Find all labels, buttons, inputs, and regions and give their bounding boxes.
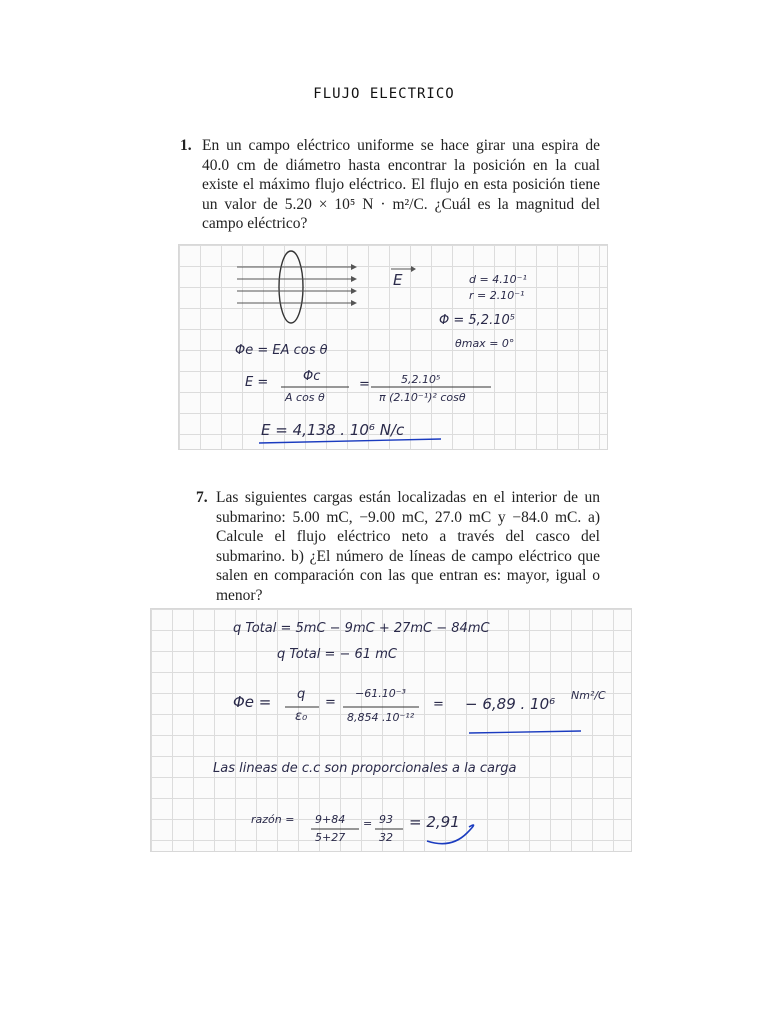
flux-result: − 6,89 . 10⁶: [465, 695, 556, 713]
flux-substituted-denominator: 8,854 .10⁻¹²: [347, 711, 415, 724]
substituted-denominator: π (2.10⁻¹)² cosθ: [379, 391, 466, 404]
flux-eq: =: [325, 695, 336, 710]
flux-eq-2: =: [433, 697, 444, 712]
field-eq-denominator: A cos θ: [285, 391, 325, 404]
result-underline: [469, 731, 581, 733]
result-underline: [259, 439, 441, 443]
ratio-denominator: 5+27: [315, 831, 346, 844]
ratio-eq: =: [363, 817, 373, 830]
field-lines-sentence: Las lineas de c.c son proporcionales a la carga: [213, 761, 517, 776]
problem-number: 1.: [180, 137, 192, 154]
arrowhead: [351, 264, 357, 270]
field-eq-sign: =: [359, 377, 370, 392]
total-charge-line-2: q Total = − 61 mC: [277, 647, 397, 662]
given-radius: r = 2.10⁻¹: [469, 289, 525, 302]
ratio-lhs: razón =: [251, 813, 295, 826]
field-eq-lhs: E =: [245, 375, 269, 390]
problem-number: 7.: [196, 489, 208, 506]
problem-text: Las siguientes cargas están localizadas en el interior de un submarino: 5.00 mC, −9.00 mC, 27.0 mC y −84.0 mC. a) Calcule el flujo eléctrico neto a través del casco del submarino. b) ¿El número de líneas de campo eléctrico que salen en comparación con las que entran es: mayor, igual o menor?: [216, 489, 600, 604]
field-result: E = 4,138 . 10⁶ N/c: [261, 421, 405, 439]
handwritten-solution-1: [178, 244, 608, 450]
handwritten-solution-7: [150, 608, 632, 852]
problem-1: [180, 136, 600, 234]
substituted-numerator: 5,2.10⁵: [401, 373, 441, 386]
ratio-result: = 2,91: [409, 813, 460, 831]
field-label: E: [393, 271, 403, 289]
flux-formula: Φe = EA cos θ: [235, 343, 328, 358]
ratio-numerator: 9+84: [315, 813, 346, 826]
arrowhead: [351, 300, 357, 306]
given-flux: Φ = 5,2.10⁵: [439, 313, 515, 328]
field-eq-numerator: Φc: [303, 369, 321, 384]
loop-ellipse: [279, 251, 303, 323]
flux-lhs: Φe =: [233, 693, 272, 711]
problem-7: [196, 488, 600, 605]
given-angle: θmax = 0°: [455, 337, 515, 350]
flux-numerator: q: [297, 687, 306, 702]
flux-units: Nm²/C: [571, 689, 606, 702]
ratio-numerator-2: 93: [379, 813, 393, 826]
arrowhead: [411, 266, 416, 272]
problem-text: En un campo eléctrico uniforme se hace girar una espira de 40.0 cm de diámetro hasta encontrar la posición en la cual existe el máximo flujo eléctrico. El flujo en esta posición tiene un valor de 5.20 × 10⁵ N · m²/C. ¿Cuál es la magnitud del campo eléctrico?: [202, 137, 600, 232]
page-title: FLUJO ELECTRICO: [313, 86, 455, 102]
arrowhead: [351, 288, 357, 294]
arrowhead: [351, 276, 357, 282]
flux-denominator: ε₀: [295, 709, 308, 724]
ratio-denominator-2: 32: [379, 831, 393, 844]
flux-substituted-numerator: −61.10⁻³: [355, 687, 406, 700]
total-charge-line-1: q Total = 5mC − 9mC + 27mC − 84mC: [233, 621, 490, 636]
given-diameter: d = 4.10⁻¹: [469, 273, 527, 286]
